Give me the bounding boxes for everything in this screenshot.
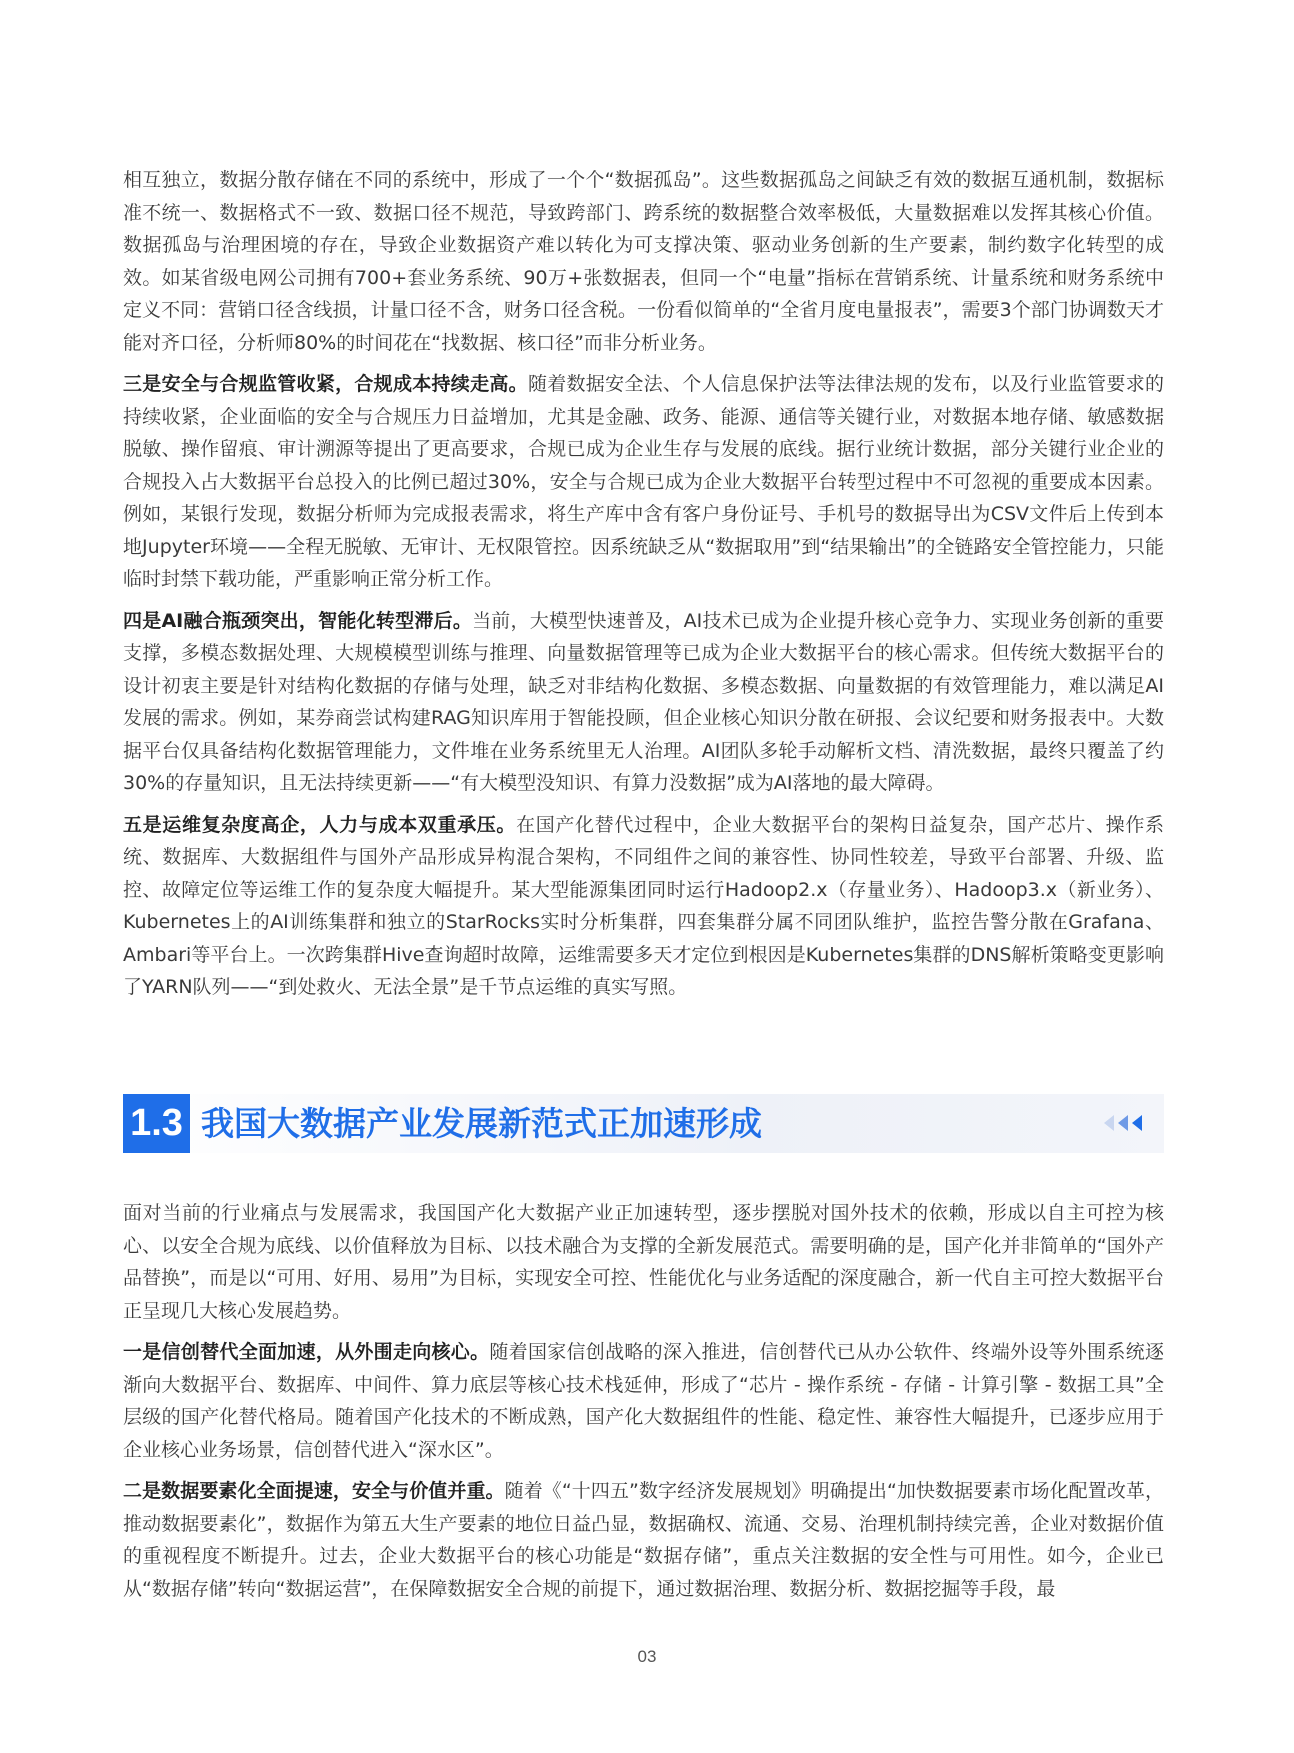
paragraph-xinchuang (123, 1336, 1164, 1466)
paragraph-text: 当前，大模型快速普及，AI技术已成为企业提升核心竞争力、实现业务创新的重要支撑，多模态数据处理、大规模模型训练与推理、向量数据管理等已成为企业大数据平台的核心需求。但传统大数据平台的设计初衷主要是针对结构化数据的存储与处理，缺乏对非结构化数据、多模态数据、向量数据的有效管理能力，难以满足AI发展的需求。例如，某券商尝试构建RAG知识库用于智能投顾，但企业核心知识分散在研报、会议纪要和财务报表中。大数据平台仅具备结构化数据管理能力，文件堆在业务系统里无人治理。AI团队多轮手动解析文档、清洗数据，最终只覆盖了约30%的存量知识，且无法持续更新——“有大模型没知识、有算力没数据”成为AI落地的最大障碍。 (123, 609, 1164, 794)
paragraph-text: 随着《“十四五”数字经济发展规划》明确提出“加快数据要素市场化配置改革，推动数据要素化”，数据作为第五大生产要素的地位日益凸显，数据确权、流通、交易、治理机制持续完善，企业对数据价值的重视程度不断提升。过去，企业大数据平台的核心功能是“数据存储”，重点关注数据的安全性与可用性。如今，企业已从“数据存储”转向“数据运营”，在保障数据安全合规的前提下，通过数据治理、数据分析、数据挖掘等手段，最 (123, 1480, 1164, 1600)
paragraph-new-paradigm (123, 1197, 1164, 1327)
paragraph-lead: 一是信创替代全面加速，从外围走向核心。 (123, 1341, 490, 1363)
double-arrow-left-icon (1102, 1113, 1148, 1133)
paragraph-data-elements (123, 1475, 1164, 1605)
paragraph-text: 随着数据安全法、个人信息保护法等法律法规的发布，以及行业监管要求的持续收紧，企业面临的安全与合规压力日益增加，尤其是金融、政务、能源、通信等关键行业，对数据本地存储、敏感数据脱敏、操作留痕、审计溯源等提出了更高要求，合规已成为企业生存与发展的底线。据行业统计数据，部分关键行业企业的合规投入占大数据平台总投入的比例已超过30%，安全与合规已成为企业大数据平台转型过程中不可忽视的重要成本因素。例如，某银行发现，数据分析师为完成报表需求，将生产库中含有客户身份证号、手机号的数据导出为CSV文件后上传到本地Jupyter环境——全程无脱敏、无审计、无权限管控。因系统缺乏从“数据取用”到“结果输出”的全链路安全管控能力，只能临时封禁下载功能，严重影响正常分析工作。 (123, 373, 1164, 590)
paragraph-text: 在国产化替代过程中，企业大数据平台的架构日益复杂，国产芯片、操作系统、数据库、大数据组件与国外产品形成异构混合架构，不同组件之间的兼容性、协同性较差，导致平台部署、升级、监控、故障定位等运维工作的复杂度大幅提升。某大型能源集团同时运行Hadoop2.x（存量业务）、Hadoop3.x（新业务）、Kubernetes上的AI训练集群和独立的StarRocks实时分析集群，四套集群分属不同团队维护，监控告警分散在Grafana、Ambari等平台上。一次跨集群Hive查询超时故障，运维需要多天才定位到根因是Kubernetes集群的DNS解析策略变更影响了YARN队列——“到处救火、无法全景”是千节点运维的真实写照。 (123, 813, 1164, 998)
paragraph-ops-complexity (123, 809, 1164, 1004)
paragraph-lead: 五是运维复杂度高企，人力与成本双重承压。 (123, 813, 517, 836)
paragraph-lead: 三是安全与合规监管收紧，合规成本持续走高。 (123, 373, 528, 395)
paragraph-lead: 二是数据要素化全面提速，安全与价值并重。 (123, 1480, 505, 1502)
section-number-badge: 1.3 (123, 1094, 190, 1153)
paragraph-ai-integration (123, 605, 1164, 800)
section-body-lower (123, 1197, 1164, 1605)
paragraph-security-compliance (123, 368, 1164, 596)
paragraph-data-silos (123, 164, 1164, 359)
paragraph-lead: 四是AI融合瓶颈突出，智能化转型滞后。 (123, 609, 473, 632)
paragraph-text: 面对当前的行业痛点与发展需求，我国国产化大数据产业正加速转型，逐步摆脱对国外技术的依赖，形成以自主可控为核心、以安全合规为底线、以价值释放为目标、以技术融合为支撑的全新发展范式。需要明确的是，国产化并非简单的“国外产品替换”，而是以“可用、好用、易用”为目标，实现安全可控、性能优化与业务适配的深度融合，新一代自主可控大数据平台正呈现几大核心发展趋势。 (123, 1202, 1164, 1322)
page-number: 03 (637, 1647, 657, 1666)
section-body-upper (123, 164, 1164, 1004)
paragraph-text: 相互独立，数据分散存储在不同的系统中，形成了一个个“数据孤岛”。这些数据孤岛之间缺乏有效的数据互通机制，数据标准不统一、数据格式不一致、数据口径不规范，导致跨部门、跨系统的数据整合效率极低，大量数据难以发挥其核心价值。数据孤岛与治理困境的存在，导致企业数据资产难以转化为可支撑决策、驱动业务创新的生产要素，制约数字化转型的成效。如某省级电网公司拥有700+套业务系统、90万+张数据表，但同一个“电量”指标在营销系统、计量系统和财务系统中定义不同：营销口径含线损，计量口径不含，财务口径含税。一份看似简单的“全省月度电量报表”，需要3个部门协调数天才能对齐口径，分析师80%的时间花在“找数据、核口径”而非分析业务。 (123, 169, 1164, 354)
section-title: 我国大数据产业发展新范式正加速形成 (201, 1104, 762, 1143)
section-heading (123, 1094, 1164, 1153)
paragraph-text: 随着国家信创战略的深入推进，信创替代已从办公软件、终端外设等外围系统逐渐向大数据平台、数据库、中间件、算力底层等核心技术栈延伸，形成了“芯片 - 操作系统 - 存储 - 计算引擎 - 数据工具”全层级的国产化替代格局。随着国产化技术的不断成熟，国产化大数据组件的性能、稳定性、兼容性大幅提升，已逐步应用于企业核心业务场景，信创替代进入“深水区”。 (123, 1341, 1164, 1461)
